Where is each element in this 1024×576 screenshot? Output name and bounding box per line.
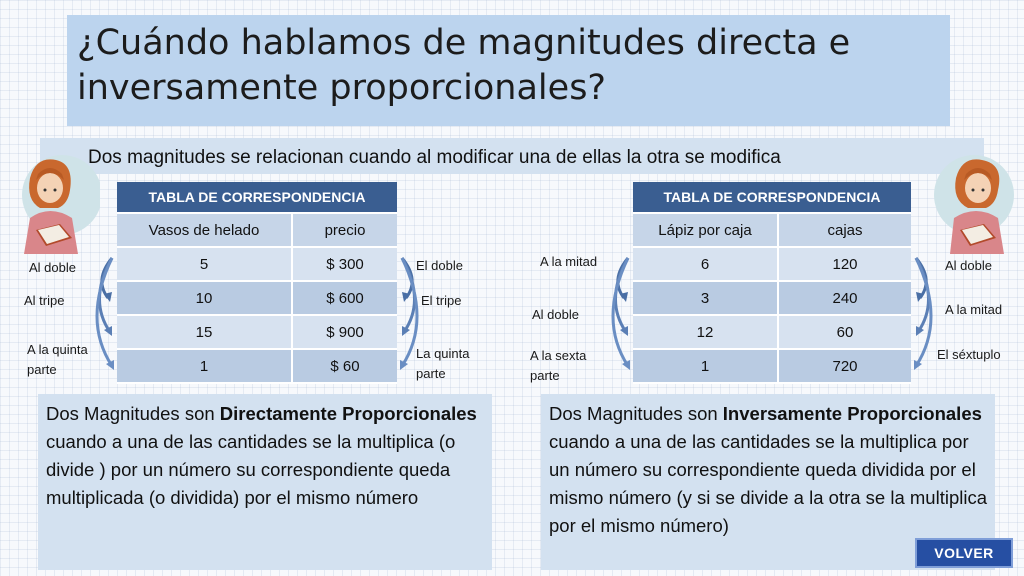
direct-def-intro: Dos Magnitudes son (46, 403, 220, 424)
table-cell: 1 (633, 350, 779, 382)
table-row (633, 350, 911, 384)
reading-girl-left-icon (0, 150, 100, 260)
subtitle-text: Dos magnitudes se relacionan cuando al modificar una de ellas la otra se modifica (88, 147, 781, 168)
subtitle-bar (40, 138, 984, 174)
left-note-2: Al tripe (24, 293, 65, 308)
table-cell: 5 (117, 248, 293, 280)
table-cell: $ 300 (326, 255, 364, 273)
table-cell: $ 900 (326, 323, 364, 341)
left-correspondence-table (117, 182, 397, 384)
table-cell: 120 (832, 255, 858, 273)
left-note-3: A la sexta parte (530, 348, 587, 383)
page-title: ¿Cuándo hablamos de magnitudes directa e inversamente proporcionales? (77, 23, 851, 108)
left-table-title: TABLA DE CORRESPONDENCIA (117, 182, 397, 214)
right-table-header-2: cajas (827, 221, 863, 239)
direct-def-term: Directamente Proporcionales (219, 403, 477, 424)
table-row (117, 282, 397, 316)
table-row (633, 282, 911, 316)
table-row (117, 316, 397, 350)
inverse-def-body: cuando a una de las cantidades se la multiplica por un número su correspondiente queda dividida por el mismo número (y si se divide a la otra se la multiplica por el mismo número) (549, 431, 987, 536)
table-row (633, 248, 911, 282)
inverse-def-intro: Dos Magnitudes son (549, 403, 723, 424)
left-note-1: Al doble (29, 260, 76, 275)
table-row (117, 350, 397, 384)
volver-button[interactable]: VOLVER (915, 538, 1013, 568)
right-note-3: La quinta parte (416, 346, 470, 381)
curved-arrow-icon (908, 250, 938, 380)
reading-girl-right-icon (924, 150, 1024, 260)
right-note-1: El doble (416, 258, 463, 273)
table-cell: 240 (832, 289, 858, 307)
direct-def-body: cuando a una de las cantidades se la multiplica (o divide ) por un número su correspondiente queda multiplicada (o dividida) por el mismo número (46, 431, 456, 508)
table-cell: 6 (633, 248, 779, 280)
right-note-2: El tripe (421, 293, 462, 308)
right-correspondence-table (633, 182, 911, 384)
right-table-title: TABLA DE CORRESPONDENCIA (633, 182, 911, 214)
table-cell: 3 (633, 282, 779, 314)
inverse-def-term: Inversamente Proporcionales (722, 403, 982, 424)
left-note-2: Al doble (532, 307, 579, 322)
left-table-header-row (117, 214, 397, 248)
table-cell: 15 (117, 316, 293, 348)
left-note-3: A la quinta parte (27, 342, 88, 377)
title-box (67, 15, 950, 126)
curved-arrow-icon (606, 250, 636, 380)
table-row (633, 316, 911, 350)
right-note-3: El séxtuplo (937, 347, 1001, 362)
right-table-header-row (633, 214, 911, 248)
left-table-header-1: Vasos de helado (117, 214, 293, 246)
table-cell: 12 (633, 316, 779, 348)
right-table-header-1: Lápiz por caja (633, 214, 779, 246)
right-note-1: Al doble (945, 258, 992, 273)
table-cell: 10 (117, 282, 293, 314)
table-cell: 720 (832, 357, 858, 375)
direct-proportion-definition (38, 394, 492, 570)
right-note-2: A la mitad (945, 302, 1003, 317)
table-row (117, 248, 397, 282)
table-cell: 1 (117, 350, 293, 382)
table-cell: $ 600 (326, 289, 364, 307)
left-table-header-2: precio (324, 221, 366, 239)
table-cell: 60 (836, 323, 854, 341)
table-cell: $ 60 (330, 357, 360, 375)
left-note-1: A la mitad (540, 254, 598, 269)
